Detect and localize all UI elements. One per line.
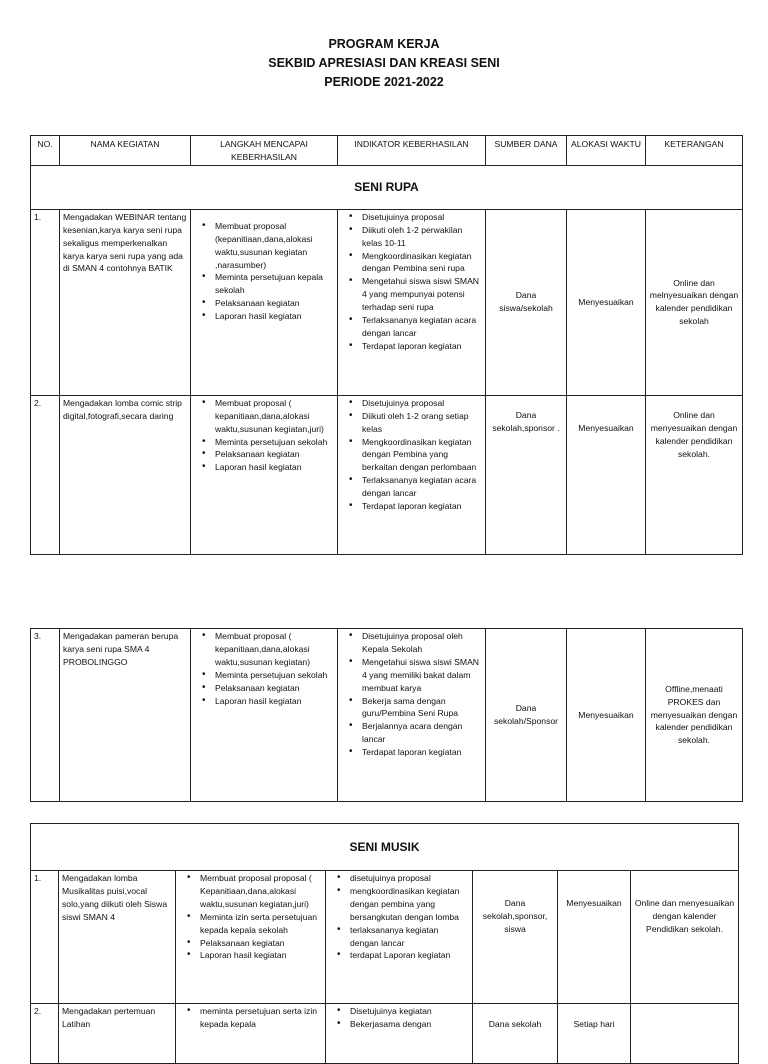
list-item: • Mengkoordinasikan kegiatan dengan Pembina seni rupa [362, 250, 482, 276]
header-no: NO. [31, 136, 60, 166]
table-row [31, 209, 743, 395]
row-langkah [191, 629, 338, 802]
row-indikator [338, 395, 486, 554]
row-nama-kegiatan: Mengadakan pameran berupa karya seni rupa SMA 4 PROBOLINGGO [60, 629, 191, 802]
title-line-2: SEKBID APRESIASI DAN KREASI SENI [268, 56, 500, 70]
header-keterangan: KETERANGAN [646, 136, 743, 166]
list-item: • mengkoordinasikan kegiatan dengan pembina yang bersangkutan dengan lomba [350, 885, 469, 924]
row-nama-kegiatan: Mengadakan lomba Musikalitas puisi,vocal solo,yang diikuti oleh Siswa siswi SMAN 4 [59, 871, 176, 1004]
row-alokasi-waktu: Menyesuaikan [567, 629, 646, 802]
list-item: • Disetujuinya proposal [362, 397, 482, 410]
row-alokasi-waktu: Setiap hari [558, 1004, 631, 1064]
list-item: • Terdapat laporan kegiatan [362, 500, 482, 513]
row-keterangan: Online dan menyesuaikan dengan kalender Pendidikan sekolah. [631, 871, 739, 1004]
list-item: • Terlaksananya kegiatan acara dengan lancar [362, 314, 482, 340]
list-item: • Meminta izin serta persetujuan kepada kepala sekolah [200, 911, 322, 937]
row-nama-kegiatan: Mengadakan lomba comic strip digital,fotografi,secara daring [60, 395, 191, 554]
list-item: • Diikuti oleh 1-2 perwakilan kelas 10-11 [362, 224, 482, 250]
list-item: • Disetujuinya proposal [362, 211, 482, 224]
list-item: • Laporan hasil kegiatan [215, 461, 334, 474]
list-item: • meminta persetujuan serta izin kepada kepala [200, 1005, 322, 1031]
list-item: • Laporan hasil kegiatan [200, 949, 322, 962]
list-item: • Laporan hasil kegiatan [215, 695, 334, 708]
row-sumber-dana: Dana sekolah [473, 1004, 558, 1064]
row-no: 3. [31, 629, 60, 802]
row-no: 2. [31, 395, 60, 554]
row-alokasi-waktu: Menyesuaikan [558, 871, 631, 1004]
row-indikator [326, 1004, 473, 1064]
program-table-3 [30, 823, 739, 1064]
list-item: • Mengetahui siswa siswi SMAN 4 yang memiliki bakat dalam membuat karya [362, 656, 482, 695]
list-item: • Diikuti oleh 1-2 orang setiap kelas [362, 410, 482, 436]
row-no: 2. [31, 1004, 59, 1064]
list-item: • Meminta persetujuan sekolah [215, 436, 334, 449]
row-no: 1. [31, 871, 59, 1004]
program-table-1 [30, 135, 743, 555]
row-nama-kegiatan: Mengadakan WEBINAR tentang kesenian,karya karya seni rupa sekaligus memperkenalkan karya karya seni rupa yang ada di SMAN 4 contohnya BATIK [60, 209, 191, 395]
table-header-row [31, 136, 743, 166]
row-langkah [191, 209, 338, 395]
row-nama-kegiatan: Mengadakan pertemuan Latihan [59, 1004, 176, 1064]
section-title: SENI MUSIK [31, 824, 739, 871]
row-sumber-dana: Dana sekolah,sponsor, siswa [473, 871, 558, 1004]
list-item: • Mengkoordinasikan kegiatan dengan Pembina yang berkaitan dengan perlombaan [362, 436, 482, 475]
row-indikator [326, 871, 473, 1004]
row-sumber-dana: Dana sekolah,sponsor . [486, 395, 567, 554]
row-indikator [338, 209, 486, 395]
list-item: • Terlaksananya kegiatan acara dengan lancar [362, 474, 482, 500]
list-item: • Membuat proposal ( kepanitiaan,dana,alokasi waktu,susunan kegiatan,juri) [215, 397, 334, 436]
row-alokasi-waktu: Menyesuaikan [567, 395, 646, 554]
list-item: • Membuat proposal proposal ( Kepanitiaan,dana,alokasi waktu,susunan kegiatan,juri) [200, 872, 322, 911]
row-alokasi-waktu: Menyesuaikan [567, 209, 646, 395]
header-sumber-dana: SUMBER DANA [486, 136, 567, 166]
row-keterangan: Online dan menyesuaikan dengan kalender pendidikan sekolah. [646, 395, 743, 554]
list-item: • Pelaksanaan kegiatan [200, 937, 322, 950]
section-row-seni-musik [31, 824, 739, 871]
list-item: • Laporan hasil kegiatan [215, 310, 334, 323]
row-sumber-dana: Dana sekolah/Sponsor [486, 629, 567, 802]
list-item: • Terdapat laporan kegiatan [362, 340, 482, 353]
list-item: • Terdapat laporan kegiatan [362, 746, 482, 759]
list-item: • Membuat proposal ( kepanitiaan,dana,alokasi waktu,susunan kegiatan) [215, 630, 334, 669]
list-item: • Mengetahui siswa siswi SMAN 4 yang mempunyai potensi terhadap seni rupa [362, 275, 482, 314]
table-row [31, 395, 743, 554]
header-indikator: INDIKATOR KEBERHASILAN [338, 136, 486, 166]
list-item: • Bekerjasama dengan [350, 1018, 469, 1031]
row-keterangan [631, 1004, 739, 1064]
header-nama-kegiatan: NAMA KEGIATAN [60, 136, 191, 166]
table-row [31, 629, 743, 802]
list-item: • disetujuinya proposal [350, 872, 469, 885]
row-sumber-dana: Dana siswa/sekolah [486, 209, 567, 395]
list-item: • Pelaksanaan kegiatan [215, 682, 334, 695]
list-item: • Berjalannya acara dengan lancar [362, 720, 482, 746]
row-langkah [176, 1004, 326, 1064]
row-no: 1. [31, 209, 60, 395]
title-line-1: PROGRAM KERJA [328, 37, 440, 51]
header-langkah: LANGKAH MENCAPAI KEBERHASILAN [191, 136, 338, 166]
row-keterangan: Online dan melnyesuaikan dengan kalender pendidikan sekolah [646, 209, 743, 395]
list-item: • Meminta persetujuan sekolah [215, 669, 334, 682]
list-item: • Membuat proposal (kepanitiaan,dana,alokasi waktu,susunan kegiatan ,narasumber) [215, 220, 334, 272]
row-keterangan: Offline,menaati PROKES dan menyesuaikan dengan kalender pendidikan sekolah. [646, 629, 743, 802]
list-item: • Meminta persetujuan kepala sekolah [215, 271, 334, 297]
program-table-2 [30, 628, 743, 802]
list-item: • Disetujuinya proposal oleh Kepala Sekolah [362, 630, 482, 656]
table-row [31, 1004, 739, 1064]
list-item: • Pelaksanaan kegiatan [215, 448, 334, 461]
list-item: • Bekerja sama dengan guru/Pembina Seni Rupa [362, 695, 482, 721]
list-item: • Disetujuinya kegiatan [350, 1005, 469, 1018]
table-row [31, 871, 739, 1004]
list-item: • terlaksananya kegiatan dengan lancar [350, 924, 469, 950]
section-row-seni-rupa [31, 165, 743, 209]
row-langkah [191, 395, 338, 554]
row-langkah [176, 871, 326, 1004]
list-item: • terdapat Laporan kegiatan [350, 949, 469, 962]
row-indikator [338, 629, 486, 802]
header-alokasi-waktu: ALOKASI WAKTU [567, 136, 646, 166]
title-line-3: PERIODE 2021-2022 [324, 75, 444, 89]
list-item: • Pelaksanaan kegiatan [215, 297, 334, 310]
section-title: SENI RUPA [31, 165, 743, 209]
